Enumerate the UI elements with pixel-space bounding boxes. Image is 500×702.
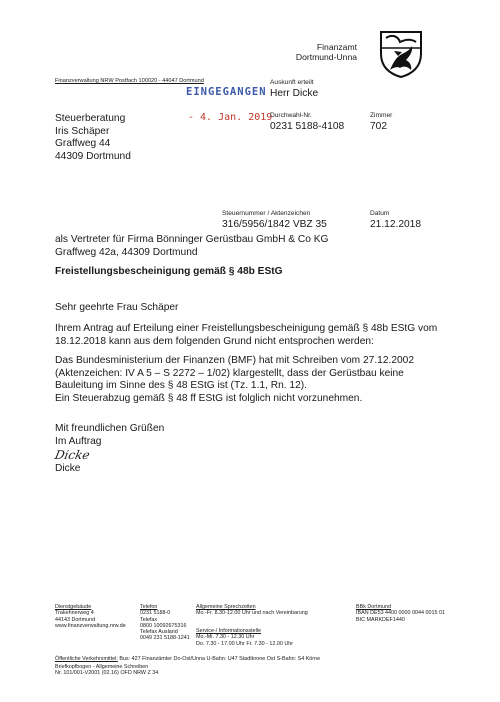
footer-form-id — [55, 664, 158, 677]
authority-line1: Finanzamt — [316, 42, 357, 52]
received-stamp: EINGEGANGEN — [186, 86, 267, 98]
recipient-address — [55, 113, 131, 163]
paragraph-2-line3: Bauleitung im Sinne des § 48 EStG ist (Tz. 1.1, Rn. 12). — [55, 380, 307, 392]
paragraph-2-line4: Ein Steuerabzug gemäß § 48 ff EStG ist folglich nicht vorzunehmen. — [55, 392, 363, 404]
signer-name: Dicke — [55, 463, 81, 474]
authority-line2: Dortmund-Unna — [295, 52, 357, 62]
room-label: Zimmer — [370, 112, 393, 119]
recipient-line4: 44309 Dortmund — [55, 150, 131, 162]
paragraph-2-line2: (Aktenzeichen: IV A 5 – S 2272 – 1/02) klargestellt, dass der Gerüstbau keine — [55, 367, 404, 379]
footer-phone-line1: 0231 5188-0 — [140, 610, 171, 617]
footer-transport-title: Öffentliche Verkehrsmittel: — [55, 656, 118, 662]
footer-phone-line5: 0049 231 5188-1241 — [140, 635, 190, 642]
representative-line2: Graffweg 42a, 44309 Dortmund — [55, 246, 198, 258]
footer-hours-line1: Mo.-Fr. 8.30-12.00 Uhr und nach Vereinbarung — [196, 610, 308, 617]
footer-building-line2: 44143 Dortmund — [55, 616, 96, 623]
footer-building — [55, 604, 126, 629]
date-value: 21.12.2018 — [370, 219, 421, 230]
closing-line1: Mit freundlichen Grüßen — [55, 423, 165, 434]
paragraph-1 — [55, 323, 437, 348]
date-label: Datum — [370, 210, 390, 217]
footer-form-line1: Briefkopfbogen - Allgemeine Schreiben — [55, 664, 149, 670]
received-stamp-date: - 4. Jan. 2019 — [188, 112, 273, 123]
paragraph-1-line1: Ihrem Antrag auf Erteilung einer Freistellungsbescheinigung gemäß § 48b EStG vom — [55, 323, 438, 334]
representative — [55, 234, 328, 259]
tax-number-value: 316/5956/1842 VBZ 35 — [222, 219, 327, 230]
info-label: Auskunft erteilt — [270, 79, 314, 86]
room-value: 702 — [370, 121, 387, 132]
footer-hours — [196, 604, 308, 617]
paragraph-2 — [55, 355, 414, 405]
footer-phone — [140, 604, 190, 642]
recipient-line2: Iris Schäper — [55, 125, 110, 137]
closing — [55, 423, 164, 448]
paragraph-1-line2: 18.12.2018 kann aus dem folgenden Grund nicht entsprochen werden: — [55, 335, 374, 347]
closing-line2: Im Auftrag — [55, 435, 102, 447]
info-value: Herr Dicke — [270, 88, 319, 99]
salutation: Sehr geehrte Frau Schäper — [55, 302, 179, 313]
recipient-line1: Steuerberatung — [55, 113, 126, 124]
paragraph-2-line1: Das Bundesministerium der Finanzen (BMF) hat mit Schreiben vom 27.12.2002 — [55, 355, 414, 366]
footer-phone-line4: Telefax Ausland — [140, 629, 178, 636]
footer-phone-title: Telefon — [140, 604, 158, 610]
footer-bank-line1: IBAN DE53 4400 0000 0044 0015 01 — [356, 610, 446, 617]
footer-building-title: Dienstgebäude — [55, 604, 92, 610]
footer-phone-line2: Telefax — [140, 616, 158, 623]
nrw-coat-of-arms — [378, 30, 424, 78]
footer-building-line1: Trakehnerweg 4 — [55, 610, 94, 617]
recipient-line3: Graffweg 44 — [55, 138, 111, 150]
coat-of-arms-icon — [378, 30, 424, 78]
footer-website-link[interactable]: www.finanzverwaltung.nrw.de — [55, 622, 126, 629]
return-address: Finanzverwaltung NRW Postfach 100020 - 44047 Dortmund — [55, 78, 204, 84]
footer-form-line2: Nr. 101/001-V2001 (02.16) OFD NRW Z 34 — [55, 670, 159, 677]
footer-service-title: Service-/ Informationsstelle — [196, 628, 262, 634]
footer-transport-text: Bus: 427 Finanzämter Do-Ost/Unna U-Bahn: U47 Stadtkrone Ost S-Bahn: S4 Körne — [119, 656, 321, 662]
footer-service — [196, 628, 293, 647]
subject: Freistellungsbescheinigung gemäß § 48b EStG — [55, 266, 283, 277]
phone-value: 0231 5188-4108 — [270, 121, 345, 132]
footer-bank-title: BBk Dortmund — [356, 604, 392, 610]
footer-service-line2: Do. 7.30 - 17.00 Uhr Fr. 7.30 - 12.00 Uhr — [196, 640, 294, 647]
handwritten-signature: Dicke — [53, 448, 92, 462]
footer-phone-line3: 0800 10092675316 — [140, 622, 187, 629]
phone-label: Durchwahl-Nr. — [270, 112, 312, 119]
footer-hours-title: Allgemeine Sprechzeiten — [196, 604, 256, 610]
footer-service-line1: Mo.-Mi. 7.30 - 12.30 Uhr — [196, 634, 255, 641]
tax-number-label: Steuernummer / Aktenzeichen — [222, 210, 311, 217]
footer-bank-line2: BIC MARKDEF1440 — [356, 616, 405, 623]
representative-line1: als Vertreter für Firma Bönninger Gerüstbau GmbH & Co KG — [55, 234, 329, 245]
authority-name — [293, 42, 357, 62]
footer-transport — [55, 656, 320, 662]
footer-bank — [356, 604, 445, 623]
